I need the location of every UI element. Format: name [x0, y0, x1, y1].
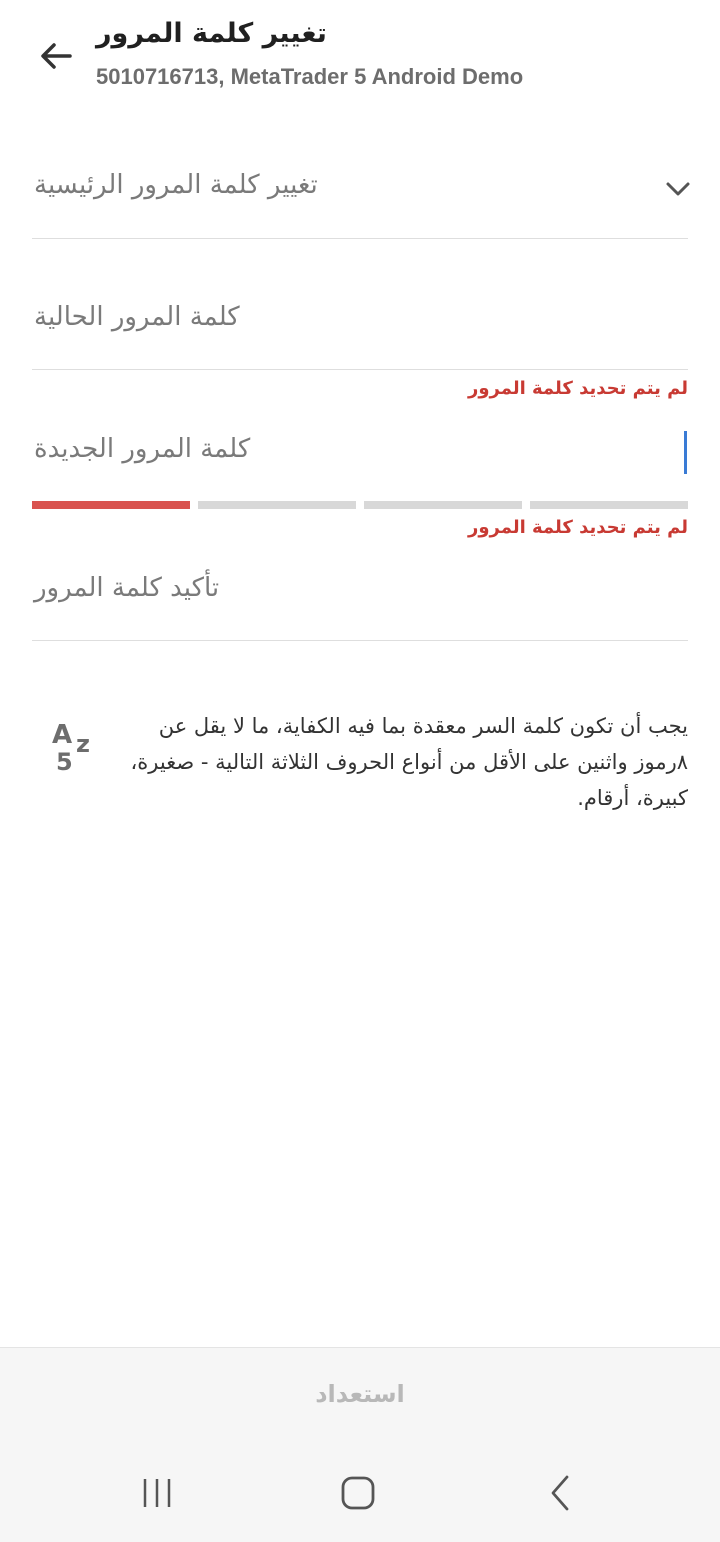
password-complexity-icon	[50, 720, 100, 780]
icon-letter-5: 5	[56, 748, 73, 776]
account-subtitle: 5010716713, MetaTrader 5 Android Demo	[96, 64, 524, 89]
strength-segment	[530, 501, 688, 509]
arrow-back-icon	[36, 36, 76, 76]
system-back-button[interactable]	[530, 1470, 590, 1516]
confirm-password-placeholder: تأكيد كلمة المرور	[34, 573, 220, 603]
new-password-placeholder: كلمة المرور الجديدة	[34, 434, 251, 464]
password-hint-text: يجب أن تكون كلمة السر معقدة بما فيه الكفاية، ما لا يقل عن ٨رموز واثنين على الأقل من أنواع الحروف الثلاثة التالية - صغيرة، كبيرة، أرقام.	[130, 714, 688, 810]
icon-letter-z: z	[76, 730, 90, 758]
current-password-error: لم يتم تحديد كلمة المرور	[468, 378, 688, 399]
icon-letter-a: A	[52, 720, 73, 750]
recent-apps-icon	[139, 1476, 175, 1510]
page-title: تغيير كلمة المرور	[96, 18, 327, 49]
strength-segment	[32, 501, 190, 509]
back-button[interactable]	[30, 30, 82, 82]
current-password-placeholder: كلمة المرور الحالية	[34, 302, 240, 332]
chevron-down-icon[interactable]	[664, 178, 692, 202]
home-button[interactable]	[328, 1470, 388, 1516]
recent-apps-button[interactable]	[127, 1470, 187, 1516]
divider	[32, 640, 688, 641]
divider	[32, 369, 688, 370]
system-back-icon	[545, 1473, 575, 1513]
ready-button[interactable]: استعداد	[315, 1380, 405, 1408]
new-password-error: لم يتم تحديد كلمة المرور	[468, 517, 688, 538]
home-icon	[338, 1473, 378, 1513]
password-type-label: تغيير كلمة المرور الرئيسية	[34, 170, 318, 200]
app-header	[0, 0, 720, 110]
text-cursor	[684, 431, 687, 474]
strength-segment	[364, 501, 522, 509]
divider	[32, 238, 688, 239]
strength-segment	[198, 501, 356, 509]
